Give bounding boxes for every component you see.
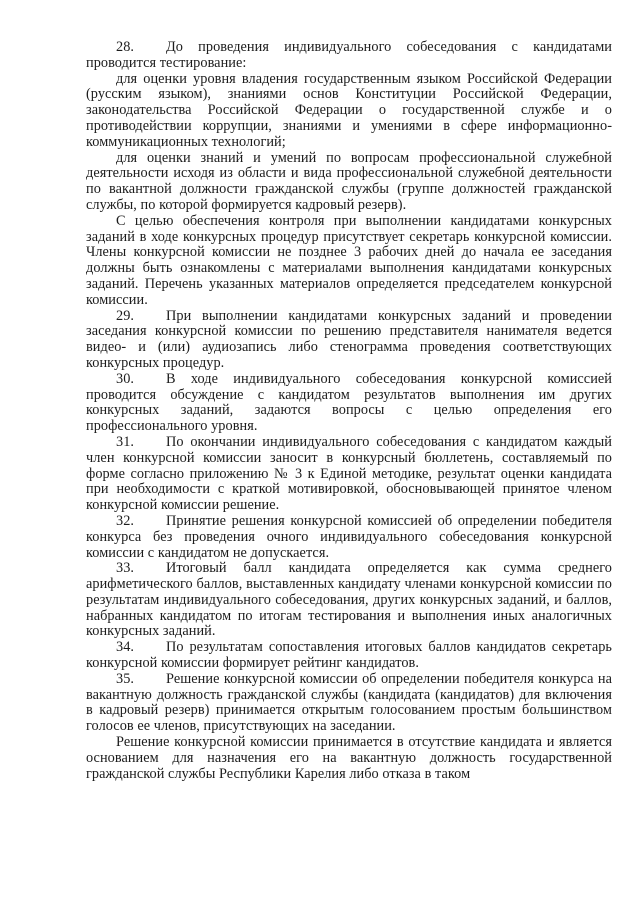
clause-number: 33. (116, 560, 135, 577)
paragraph-29 (86, 309, 612, 372)
paragraph-32 (86, 514, 612, 561)
paragraph-text: До проведения индивидуального собеседования с кандидатами проводится тестирование: (86, 39, 612, 71)
clause-number: 32. (116, 512, 135, 529)
paragraph-31 (86, 435, 612, 514)
clause-number: 30. (116, 370, 135, 387)
paragraph-text: для оценки уровня владения государственным языком Российской Федерации (русским языком), знаниями основ Конституции Российской Федерации, законодательства Российской Федерации о государственной службе и о противодействии коррупции, знаниями и умениями в сфере информационно-коммуникационных технологий; (86, 70, 612, 150)
paragraph-text: для оценки знаний и умений по вопросам профессиональной служебной деятельности исходя из области и вида профессиональной служебной деятельности по вакантной должности гражданской службы (группе должностей гражданской службы, по которой формируется кадровый резерв). (86, 149, 612, 213)
paragraph-28-intro (86, 40, 612, 72)
paragraph-33 (86, 561, 612, 640)
clause-number: 31. (116, 433, 135, 450)
paragraph-text: Принятие решения конкурсной комиссией об определении победителя конкурса без проведения очного индивидуального собеседования конкурсной комиссии с кандидатом не допускается. (86, 512, 612, 561)
paragraph-30 (86, 372, 612, 435)
paragraph-testing-professional (86, 151, 612, 214)
clause-number: 34. (116, 639, 135, 656)
clause-number: 35. (116, 670, 135, 687)
paragraph-35 (86, 672, 612, 735)
paragraph-text: По результатам сопоставления итоговых баллов кандидатов секретарь конкурсной комиссии формирует рейтинг кандидатов. (86, 639, 612, 672)
paragraph-text: С целью обеспечения контроля при выполнении кандидатами конкурсных заданий в ходе конкурсных процедур присутствует секретарь конкурсной комиссии. Члены конкурсной комиссии не позднее 3 рабочих дней до начала ее заседания должны быть ознакомлены с материалами выполнения кандидатами конкурсных заданий. Перечень указанных материалов определяется председателем конкурсной комиссии. (86, 212, 612, 308)
paragraph-34 (86, 640, 612, 672)
document-body (86, 40, 612, 782)
paragraph-text: Решение конкурсной комиссии принимается в отсутствие кандидата и является основанием для назначения его на вакантную должность государственной гражданской службы Республики Карелия либо отказа в таком (86, 734, 612, 782)
paragraph-text: По окончании индивидуального собеседования с кандидатом каждый член конкурсной комиссии заносит в конкурсный бюллетень, составляемый по форме согласно приложению № 3 к Единой методике, результат оценки кандидата при необходимости с краткой мотивировкой, обосновывающей принятое членом конкурсной комиссии решение. (86, 433, 612, 514)
paragraph-decision (86, 735, 612, 782)
paragraph-text: При выполнении кандидатами конкурсных заданий и проведении заседания конкурсной комиссии по решению представителя нанимателя ведется видео- и (или) аудиозапись либо стенограмма проведения соответствующих конкурсных процедур. (86, 307, 612, 371)
paragraph-testing-language (86, 72, 612, 151)
clause-number: 28. (116, 39, 135, 55)
paragraph-text: Итоговый балл кандидата определяется как сумма среднего арифметического баллов, выставленных кандидату членами конкурсной комиссии по результатам индивидуального собеседования, других конкурсных заданий, и баллов, набранных кандидатом по итогам тестирования и выполнения иных аналогичных конкурсных заданий. (86, 560, 612, 640)
paragraph-text: Решение конкурсной комиссии об определении победителя конкурса на вакантную должность гражданской службы (кандидата (кандидатов) для включения в кадровый резерв) принимается открытым голосованием простым большинством голосов ее членов, присутствующих на заседании. (86, 670, 612, 735)
paragraph-control (86, 214, 612, 309)
paragraph-text: В ходе индивидуального собеседования конкурсной комиссией проводится обсуждение с кандидатом результатов выполнения им других конкурсных заданий, задаются вопросы с целью определения его профессионального уровня. (86, 370, 612, 435)
clause-number: 29. (116, 307, 135, 324)
